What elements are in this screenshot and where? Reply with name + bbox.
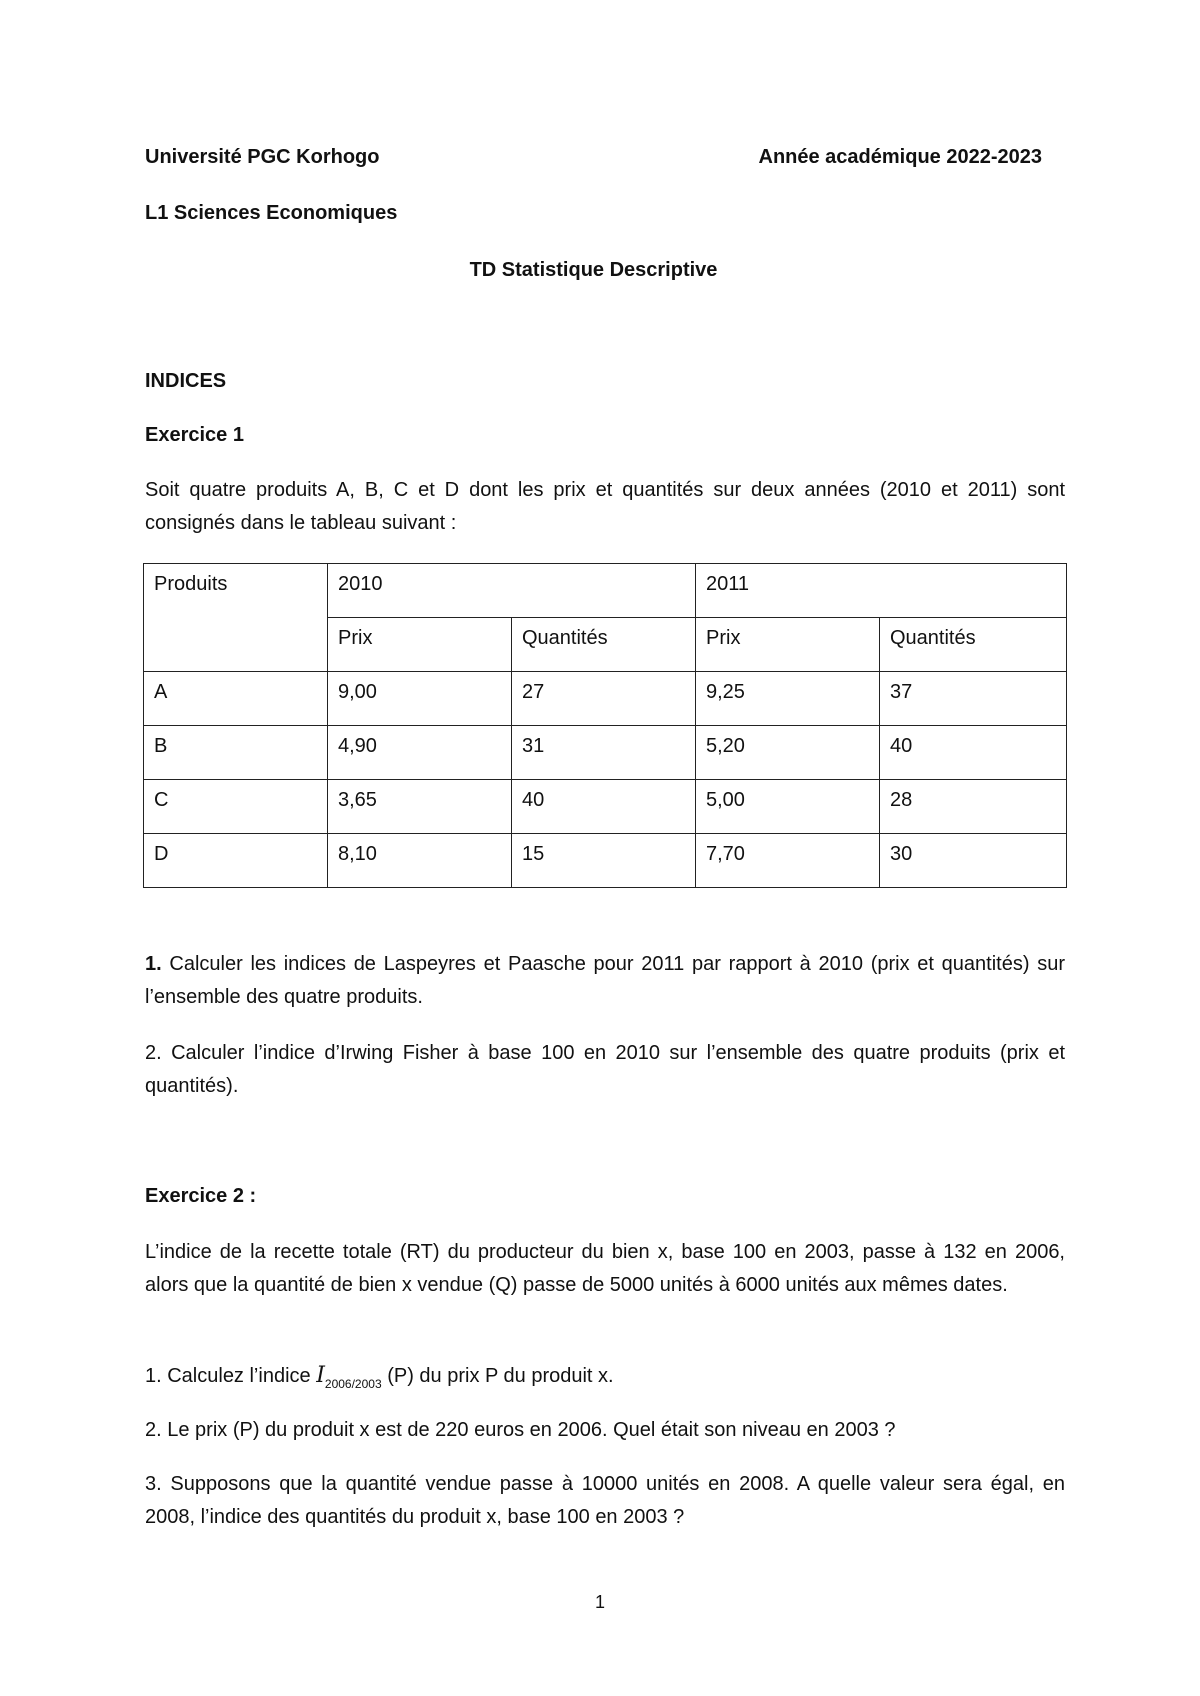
quantity-2010-cell: 15 [512,834,696,888]
table-row [144,834,1067,888]
question-text-after: (P) du prix P du produit x. [381,1365,614,1387]
exercise-1-question-2: 2. Calculer l’indice d’Irwing Fisher à base 100 en 2010 sur l’ensemble des quatre produits (prix et quantités). [145,1042,1065,1097]
column-header-quantity-2010: Quantités [512,618,696,672]
price-2011-cell: 5,20 [696,726,880,780]
page-title: TD Statistique Descriptive [469,259,718,281]
quantity-2011-cell: 28 [880,780,1067,834]
table-row [144,726,1067,780]
section-title: INDICES [145,370,227,392]
exercise-2-question-3: 3. Supposons que la quantité vendue passe à 10000 unités en 2008. A quelle valeur sera égal, en 2008, l’indice des quantités du produit x, base 100 en 2003 ? [145,1473,1065,1528]
quantity-2010-cell: 27 [512,672,696,726]
question-text-before: 1. Calculez l’indice [145,1365,317,1387]
exercise-1-question-1 [145,948,1065,1014]
exercise-2-question-1 [145,1359,614,1401]
program-name: L1 Sciences Economiques [145,202,398,224]
academic-year: Année académique 2022-2023 [758,146,1042,168]
product-cell: B [144,726,328,780]
quantity-2010-cell: 31 [512,726,696,780]
index-symbol: I [316,1363,325,1388]
price-2010-cell: 8,10 [328,834,512,888]
exercise-2-intro: L’indice de la recette totale (RT) du producteur du bien x, base 100 en 2003, passe à 132 en 2006, alors que la quantité de bien x vendue (Q) passe de 5000 unités à 6000 unités aux mêmes dates. [145,1241,1065,1296]
product-cell: C [144,780,328,834]
table-row [144,672,1067,726]
exercise-2-question-2: 2. Le prix (P) du produit x est de 220 euros en 2006. Quel était son niveau en 2003 ? [145,1419,896,1441]
price-2011-cell: 9,25 [696,672,880,726]
product-cell: A [144,672,328,726]
column-header-year-2010: 2010 [328,564,696,618]
price-quantity-table [143,563,1067,888]
price-2010-cell: 4,90 [328,726,512,780]
column-header-products: Produits [144,564,328,672]
university-name: Université PGC Korhogo [145,146,380,168]
product-cell: D [144,834,328,888]
column-header-quantity-2011: Quantités [880,618,1067,672]
column-header-price-2010: Prix [328,618,512,672]
table-header-row [144,564,1067,618]
question-number: 1. [145,953,162,975]
quantity-2010-cell: 40 [512,780,696,834]
column-header-price-2011: Prix [696,618,880,672]
price-2010-cell: 9,00 [328,672,512,726]
price-2011-cell: 5,00 [696,780,880,834]
exercise-2-title: Exercice 2 : [145,1185,257,1207]
quantity-2011-cell: 37 [880,672,1067,726]
index-subscript: 2006/2003 [324,1377,382,1391]
quantity-2011-cell: 30 [880,834,1067,888]
quantity-2011-cell: 40 [880,726,1067,780]
question-text: Calculer les indices de Laspeyres et Paasche pour 2011 par rapport à 2010 (prix et quantités) sur l’ensemble des quatre produits. [145,953,1065,1008]
header-row [145,141,1042,174]
price-2011-cell: 7,70 [696,834,880,888]
table-row [144,780,1067,834]
page-number: 1 [594,1592,605,1612]
exercise-1-title: Exercice 1 [145,424,244,446]
column-header-year-2011: 2011 [696,564,1067,618]
exercise-1-intro: Soit quatre produits A, B, C et D dont les prix et quantités sur deux années (2010 et 2011) sont consignés dans le tableau suivant : [145,479,1065,534]
price-2010-cell: 3,65 [328,780,512,834]
